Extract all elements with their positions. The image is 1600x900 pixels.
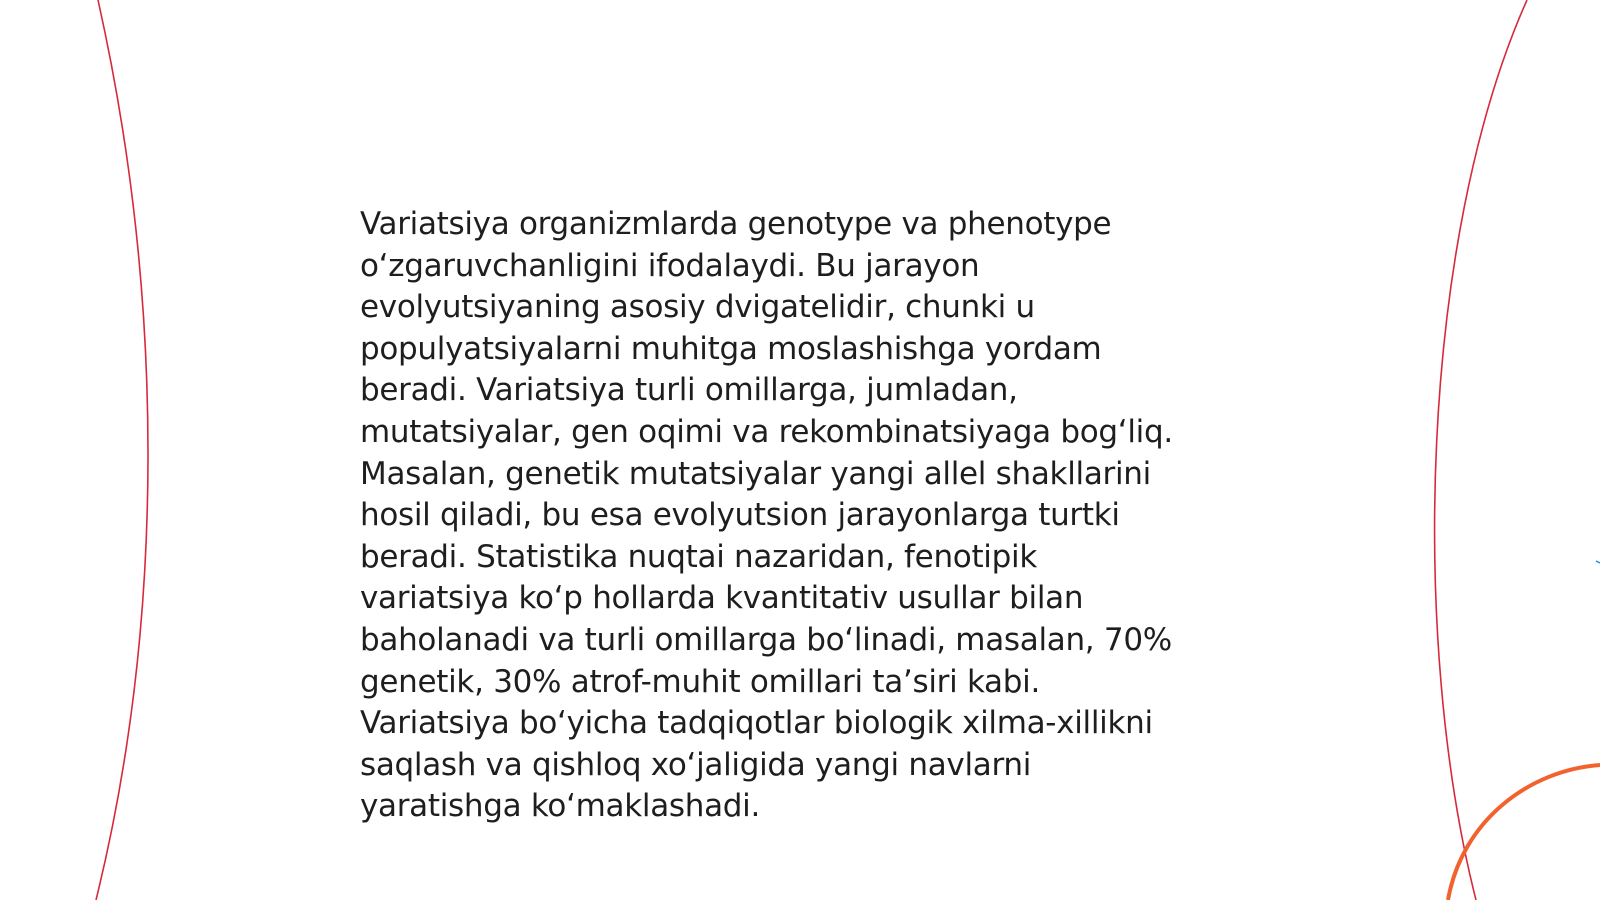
left-curve-line <box>96 0 148 900</box>
body-paragraph: Variatsiya organizmlarda genotype va phenotype o‘zgaruvchanligini ifodalaydi. Bu jarayon evolyutsiyaning asosiy dvigatelidir, chunki u populyatsiyalarni muhitga moslashishga yordam beradi. Variatsiya turli omillarga, jumladan, mutatsiyalar, gen oqimi va rekombinatsiyaga bog‘liq. Masalan, genetik mutatsiyalar yangi allel shakllarini hosil qiladi, bu esa evolyutsion jarayonlarga turtki beradi. Statistika nuqtai nazaridan, fenotipik variatsiya ko‘p hollarda kvantitativ usullar bilan baholanadi va turli omillarga bo‘linadi, masalan, 70% genetik, 30% atrof-muhit omillari ta’siri kabi. Variatsiya bo‘yicha tadqiqotlar biologik xilma-xillikni saqlash va qishloq xo‘jaligida yangi navlarni yaratishga ko‘maklashadi. <box>360 206 1173 825</box>
blue-accent-mark <box>1596 561 1600 563</box>
right-curve-line <box>1435 0 1527 900</box>
